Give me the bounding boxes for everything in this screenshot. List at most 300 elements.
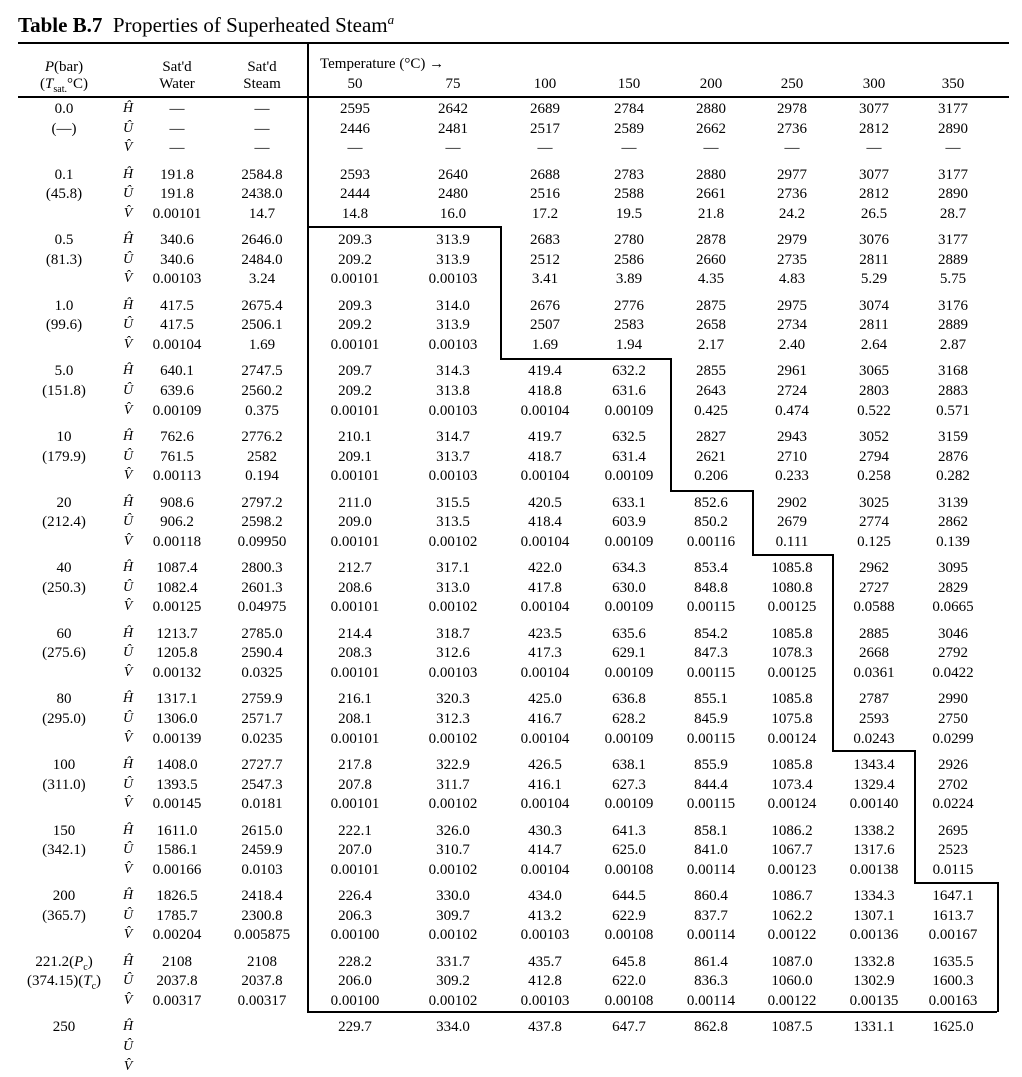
table-cell: 412.8: [528, 973, 562, 990]
table-cell: 24.2: [778, 205, 806, 222]
table-cell: 318.7: [436, 625, 470, 642]
table-cell: —: [254, 140, 270, 157]
header-temperature-150: 150: [617, 76, 641, 92]
table-cell: 2481: [438, 120, 468, 137]
table-cell: 2.64: [860, 337, 888, 353]
table-cell: 0.00104: [520, 599, 570, 616]
table-cell: 2803: [859, 383, 889, 399]
table-cell: 841.0: [694, 842, 728, 859]
table-cell: 310.7: [436, 842, 470, 859]
phase-boundary-riser-3: [752, 490, 754, 554]
table-cell: 2787: [859, 691, 889, 708]
property-symbol: Û: [122, 973, 134, 989]
property-symbol: Ĥ: [122, 166, 134, 182]
table-cell: 837.7: [694, 907, 728, 924]
table-cell: 1611.0: [156, 822, 198, 839]
table-cell: 2444: [340, 186, 370, 203]
table-cell: 207.8: [338, 776, 372, 793]
table-cell: 0.425: [694, 402, 728, 419]
table-cell: 2862: [938, 514, 968, 531]
table-cell: 14.7: [248, 205, 276, 222]
table-cell: 2776.2: [241, 429, 283, 445]
saturation-temperature: (295.0): [42, 711, 86, 727]
table-cell: 1073.4: [771, 776, 813, 793]
table-cell: 845.9: [694, 711, 728, 727]
header-temperature-100: 100: [533, 76, 557, 92]
table-cell: 0.00118: [152, 533, 202, 550]
table-cell: 326.0: [436, 822, 470, 839]
table-cell: 853.4: [694, 560, 728, 577]
table-cell: 836.3: [694, 973, 728, 990]
table-cell: 2811: [859, 251, 889, 268]
table-cell: 0.00139: [152, 730, 202, 747]
table-cell: 2593: [340, 166, 370, 183]
table-cell: 0.00109: [604, 468, 654, 485]
table-cell: 0.00317: [237, 993, 287, 1009]
table-cell: 2523: [938, 842, 968, 859]
table-cell: 1785.7: [156, 907, 198, 924]
saturation-temperature: (151.8): [42, 383, 86, 399]
table-cell: 855.9: [694, 757, 728, 773]
table-cell: 2517: [530, 120, 560, 137]
table-cell: 2.87: [939, 337, 967, 353]
table-cell: 2776: [614, 297, 644, 314]
table-cell: 2662: [696, 120, 726, 137]
table-cell: 0.00109: [604, 533, 654, 550]
table-cell: 848.8: [694, 579, 728, 596]
property-symbol: Ĥ: [122, 101, 134, 116]
saturation-temperature: (179.9): [42, 448, 86, 465]
table-cell: 2683: [530, 232, 560, 249]
table-cell: 226.4: [338, 888, 372, 905]
table-cell: 0.00102: [428, 599, 478, 616]
property-symbol: Û: [122, 251, 134, 267]
table-cell: 2727.7: [241, 757, 283, 773]
table-cell: 309.7: [436, 907, 470, 924]
property-symbol: V̂: [123, 730, 133, 746]
table-cell: 0.00104: [520, 402, 570, 419]
table-cell: 2640: [438, 166, 468, 183]
table-cell: 2507: [530, 317, 560, 334]
pressure-value: 5.0: [54, 363, 74, 380]
table-cell: 1393.5: [156, 776, 198, 793]
property-symbol: V̂: [123, 140, 133, 156]
table-cell: 2736: [777, 186, 807, 203]
table-cell: 313.9: [436, 317, 470, 334]
table-cell: 2108: [162, 953, 192, 970]
table-cell: 1600.3: [932, 973, 974, 990]
table-cell: 2962: [859, 560, 889, 577]
table-cell: 0.00109: [604, 402, 654, 419]
table-cell: 0.00103: [428, 402, 478, 419]
property-symbol: V̂: [123, 337, 133, 352]
table-cell: 625.0: [612, 842, 646, 859]
header-bottom-rule: [18, 96, 1009, 98]
table-cell: 0.206: [694, 468, 728, 485]
property-symbol: Û: [122, 514, 134, 530]
table-cell: 16.0: [439, 205, 467, 222]
table-cell: 314.0: [436, 297, 470, 314]
saturation-temperature: (81.3): [45, 251, 83, 268]
table-cell: 0.00204: [152, 927, 202, 944]
property-symbol: Ĥ: [122, 625, 134, 641]
table-cell: 2615.0: [241, 822, 283, 839]
table-cell: 0.0103: [241, 861, 283, 878]
property-symbol: Ĥ: [122, 953, 134, 969]
table-title: [18, 6, 394, 39]
table-cell: —: [945, 140, 961, 157]
table-cell: 0.00109: [604, 599, 654, 616]
property-symbol: Ĥ: [122, 494, 134, 510]
table-cell: 313.8: [436, 383, 470, 399]
table-cell: 313.9: [436, 251, 470, 268]
table-cell: 1307.1: [853, 907, 895, 924]
table-cell: 1331.1: [853, 1019, 895, 1036]
table-cell: —: [169, 120, 185, 137]
table-cell: 2037.8: [156, 973, 198, 990]
table-cell: 3076: [859, 232, 889, 249]
table-cell: 0.00122: [767, 927, 817, 944]
header-temperature-300: 300: [862, 76, 886, 92]
table-cell: 2750: [938, 711, 968, 727]
table-cell: 3.89: [615, 271, 643, 288]
saturation-temperature: (311.0): [42, 776, 86, 793]
table-cell: 209.2: [338, 251, 372, 268]
table-cell: —: [254, 120, 270, 137]
table-cell: 2668: [859, 645, 889, 662]
table-cell: 2990: [938, 691, 968, 708]
table-cell: 2459.9: [241, 842, 283, 859]
table-cell: 0.00109: [604, 665, 654, 681]
table-cell: 0.00163: [928, 993, 978, 1009]
table-cell: 1625.0: [932, 1019, 974, 1036]
table-cell: 2885: [859, 625, 889, 642]
saturation-temperature: (212.4): [42, 514, 86, 531]
table-cell: 639.6: [160, 383, 194, 399]
table-cell: 1067.7: [771, 842, 813, 859]
table-cell: 0.0361: [853, 665, 895, 681]
table-cell: 0.00115: [686, 730, 736, 747]
table-cell: 2724: [777, 383, 807, 399]
table-cell: 437.8: [528, 1019, 562, 1036]
pressure-value: 20: [56, 494, 72, 511]
table-cell: 2590.4: [241, 645, 283, 662]
table-cell: 216.1: [338, 691, 372, 708]
table-cell: 635.6: [612, 625, 646, 642]
table-cell: 0.00115: [686, 599, 736, 616]
pressure-value: 150: [52, 822, 76, 839]
table-cell: 908.6: [160, 494, 194, 511]
table-cell: 331.7: [436, 953, 470, 970]
table-cell: 0.00109: [604, 730, 654, 747]
table-cell: 2800.3: [241, 560, 283, 577]
pressure-value: 0.0: [54, 101, 74, 117]
table-cell: 0.00103: [152, 271, 202, 288]
table-cell: 191.8: [160, 166, 194, 183]
table-cell: 212.7: [338, 560, 372, 577]
table-cell: 2747.5: [241, 363, 283, 380]
pressure-value: 10: [56, 429, 72, 445]
header-temperature-350: 350: [941, 76, 965, 92]
phase-boundary-step-1: [307, 226, 500, 228]
table-cell: 0.00125: [767, 599, 817, 616]
table-cell: 2658: [696, 317, 726, 334]
table-cell: 209.3: [338, 232, 372, 249]
table-cell: 636.8: [612, 691, 646, 708]
table-cell: 2588: [614, 186, 644, 203]
header-satd-steam-2: Steam: [243, 76, 281, 92]
table-cell: 0.00113: [152, 468, 202, 485]
table-cell: 0.00101: [330, 730, 380, 747]
table-cell: 0.0235: [241, 730, 283, 747]
temperature-region-left-rule: [307, 44, 309, 1012]
table-cell: 422.0: [528, 560, 562, 577]
table-cell: 434.0: [528, 888, 562, 905]
table-cell: 430.3: [528, 822, 562, 839]
table-cell: 1334.3: [853, 888, 895, 905]
table-cell: 2661: [696, 186, 726, 203]
table-cell: 852.6: [694, 494, 728, 511]
table-cell: 628.2: [612, 711, 646, 727]
table-cell: 1329.4: [853, 776, 895, 793]
table-cell: 0.00103: [428, 337, 478, 353]
table-cell: 4.35: [697, 271, 725, 288]
property-symbol: Û: [122, 907, 134, 923]
table-cell: 2598.2: [241, 514, 283, 531]
table-cell: 0.0588: [853, 599, 895, 616]
table-cell: 313.0: [436, 579, 470, 596]
table-cell: 2688: [530, 166, 560, 183]
table-cell: 0.375: [245, 402, 279, 419]
table-cell: 0.00108: [604, 927, 654, 944]
table-cell: 0.00104: [520, 533, 570, 550]
table-cell: 2512: [530, 251, 560, 268]
table-cell: 2547.3: [241, 776, 283, 793]
table-cell: 19.5: [615, 205, 643, 222]
table-cell: 3065: [859, 363, 889, 380]
table-cell: 0.00104: [152, 337, 202, 353]
table-caption: Properties of Superheated Steam: [112, 13, 388, 37]
table-cell: —: [254, 101, 270, 117]
property-symbol: V̂: [123, 402, 133, 418]
table-cell: 1.69: [531, 337, 559, 353]
table-cell: 2484.0: [241, 251, 283, 268]
pressure-value: 250: [52, 1019, 76, 1036]
header-temperature-50: 50: [347, 76, 363, 92]
table-cell: 862.8: [694, 1019, 728, 1036]
table-cell: 1085.8: [771, 757, 813, 773]
table-cell: 425.0: [528, 691, 562, 708]
table-cell: —: [784, 140, 800, 157]
table-cell: 413.2: [528, 907, 562, 924]
pressure-value: 60: [56, 625, 72, 642]
table-cell: 0.0224: [932, 796, 974, 813]
table-cell: 2646.0: [241, 232, 283, 249]
table-cell: 0.00125: [152, 599, 202, 616]
saturation-temperature: (275.6): [42, 645, 86, 662]
table-cell: 2601.3: [241, 579, 283, 596]
table-cell: 2621: [696, 448, 726, 465]
header-temperature-250: 250: [780, 76, 804, 92]
table-cell: 217.8: [338, 757, 372, 773]
table-cell: 2889: [938, 317, 968, 334]
table-cell: 632.2: [612, 363, 646, 380]
table-cell: 622.9: [612, 907, 646, 924]
saturation-temperature: (365.7): [42, 907, 86, 924]
table-top-rule: [18, 42, 1009, 44]
table-cell: 1086.7: [771, 888, 813, 905]
table-cell: 2037.8: [241, 973, 283, 990]
table-cell: 5.75: [939, 271, 967, 288]
table-cell: 2811: [859, 317, 889, 334]
property-symbol: V̂: [123, 927, 133, 943]
table-cell: 2593: [859, 711, 889, 727]
saturation-temperature: (250.3): [42, 579, 86, 596]
property-symbol: Û: [122, 776, 134, 792]
table-cell: 0.00101: [330, 861, 380, 878]
table-cell: 2875: [696, 297, 726, 314]
table-cell: 229.7: [338, 1019, 372, 1036]
table-cell: 208.1: [338, 711, 372, 727]
table-cell: 1078.3: [771, 645, 813, 662]
table-cell: 2890: [938, 120, 968, 137]
table-cell: 2108: [247, 953, 277, 970]
phase-boundary-step-3: [670, 490, 752, 492]
phase-boundary-riser-5: [914, 750, 916, 882]
property-symbol: Ĥ: [122, 822, 134, 838]
table-cell: 0.0422: [932, 665, 974, 681]
table-cell: 630.0: [612, 579, 646, 596]
table-cell: 0.00140: [849, 796, 899, 813]
table-cell: 0.00317: [152, 993, 202, 1009]
table-cell: 761.5: [160, 448, 194, 465]
table-cell: 3052: [859, 429, 889, 445]
table-cell: 5.29: [860, 271, 888, 288]
table-cell: 435.7: [528, 953, 562, 970]
table-cell: 1082.4: [156, 579, 198, 596]
header-tsat: $(T_{sat.}^\circ C)$: [40, 76, 88, 95]
pressure-value: 1.0: [54, 297, 74, 314]
table-cell: 311.7: [436, 776, 470, 793]
table-cell: 855.1: [694, 691, 728, 708]
table-cell: 2300.8: [241, 907, 283, 924]
property-symbol: Ĥ: [122, 1019, 134, 1035]
table-cell: 847.3: [694, 645, 728, 662]
table-cell: 2978: [777, 101, 807, 117]
table-cell: 1085.8: [771, 691, 813, 708]
table-cell: 208.3: [338, 645, 372, 662]
property-symbol: Û: [122, 645, 134, 661]
property-symbol: Û: [122, 383, 134, 398]
table-cell: 3025: [859, 494, 889, 511]
table-cell: 418.8: [528, 383, 562, 399]
table-cell: 0.125: [857, 533, 891, 550]
table-cell: 2480: [438, 186, 468, 203]
table-cell: 1087.5: [771, 1019, 813, 1036]
property-symbol: V̂: [123, 468, 133, 484]
table-cell: 0.111: [775, 533, 809, 550]
property-symbol: Û: [122, 1039, 134, 1054]
property-symbol: Ĥ: [122, 888, 134, 904]
table-cell: 2642: [438, 101, 468, 117]
property-symbol: V̂: [123, 599, 133, 615]
table-cell: 2695: [938, 822, 968, 839]
saturation-temperature: (99.6): [45, 317, 83, 334]
table-cell: 2679: [777, 514, 807, 531]
table-cell: 0.0243: [853, 730, 895, 747]
table-cell: 2759.9: [241, 691, 283, 708]
table-cell: 211.0: [338, 494, 372, 511]
pressure-value: 80: [56, 691, 72, 708]
table-cell: 14.8: [341, 205, 369, 222]
table-cell: 0.258: [857, 468, 891, 485]
table-cell: —: [347, 140, 363, 157]
table-cell: 209.3: [338, 297, 372, 314]
table-cell: 2506.1: [241, 317, 283, 334]
table-cell: 3.24: [248, 271, 276, 288]
table-cell: 322.9: [436, 757, 470, 773]
header-pressure: P(bar): [44, 59, 84, 75]
table-cell: 1062.2: [771, 907, 813, 924]
table-cell: 0.00108: [604, 993, 654, 1009]
saturation-temperature: (342.1): [42, 842, 86, 859]
table-cell: 762.6: [160, 429, 194, 445]
table-cell: 2643: [696, 383, 726, 399]
table-cell: 0.233: [775, 468, 809, 485]
table-cell: 314.7: [436, 429, 470, 445]
table-cell: 0.00104: [520, 730, 570, 747]
table-cell: 0.09950: [237, 533, 287, 550]
table-cell: 0.00123: [767, 861, 817, 878]
table-cell: 2943: [777, 429, 807, 445]
table-cell: 417.5: [160, 317, 194, 334]
table-cell: 2446: [340, 120, 370, 137]
table-cell: 3077: [859, 166, 889, 183]
table-cell: 2979: [777, 232, 807, 249]
table-cell: 206.3: [338, 907, 372, 924]
phase-boundary-riser-6: [997, 882, 999, 1012]
footnote-mark: a: [387, 12, 395, 27]
table-cell: 0.00103: [520, 927, 570, 944]
table-cell: 2797.2: [241, 494, 283, 511]
property-symbol: Û: [122, 842, 134, 858]
table-cell: 0.00104: [520, 665, 570, 681]
table-cell: 2418.4: [241, 888, 283, 905]
table-cell: 420.5: [528, 494, 562, 511]
table-cell: 0.00135: [849, 993, 899, 1009]
table-cell: 0.00114: [686, 993, 736, 1009]
table-cell: 0.00104: [520, 468, 570, 485]
table-cell: 313.7: [436, 448, 470, 465]
property-symbol: Ĥ: [122, 757, 134, 772]
table-cell: 313.9: [436, 232, 470, 249]
table-cell: 26.5: [860, 205, 888, 222]
saturation-temperature: (45.8): [45, 186, 83, 203]
table-cell: 2734: [777, 317, 807, 334]
table-cell: 2689: [530, 101, 560, 117]
table-cell: 3177: [938, 101, 968, 117]
table-cell: 0.00132: [152, 665, 202, 681]
table-cell: 0.00109: [604, 796, 654, 813]
table-cell: 2710: [777, 448, 807, 465]
table-cell: 854.2: [694, 625, 728, 642]
table-cell: 2876: [938, 448, 968, 465]
table-cell: 0.00136: [849, 927, 899, 944]
header-tsat-sub: sat.: [53, 84, 67, 95]
phase-boundary-bottom-rule: [307, 1011, 997, 1013]
table-cell: 2926: [938, 757, 968, 773]
table-cell: —: [703, 140, 719, 157]
